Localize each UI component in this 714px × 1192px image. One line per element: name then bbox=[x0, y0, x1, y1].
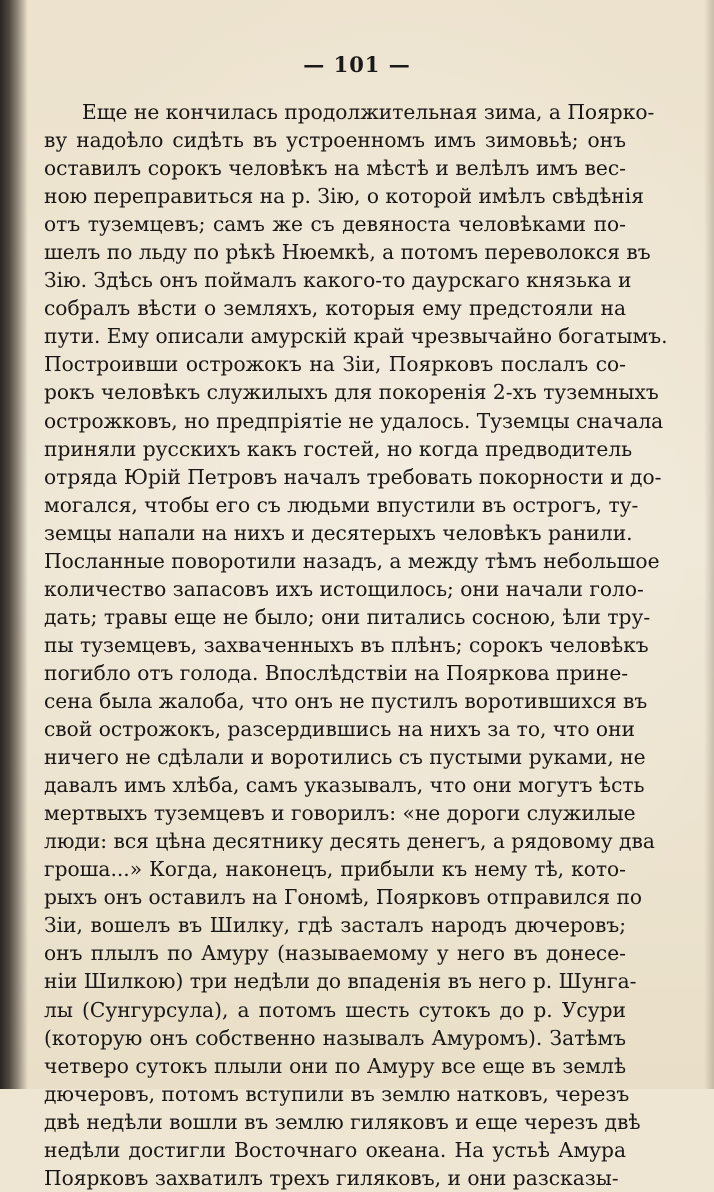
text-line: ніи Шилкою) три недѣли до впаденія въ него р. Шунга- bbox=[44, 969, 637, 994]
text-line: погибло отъ голода. Впослѣдствіи на Пояркова прине- bbox=[44, 660, 629, 685]
text-line: давалъ имъ хлѣба, самъ указывалъ, что они могутъ ѣсть bbox=[44, 773, 645, 798]
text-line: люди: вся цѣна десятнику десять денегъ, а рядовому два bbox=[44, 829, 655, 854]
text-line: ничего не сдѣлали и воротились съ пустыми руками, не bbox=[44, 745, 646, 770]
text-line: отъ туземцевъ; самъ же съ девяноста человѣками по- bbox=[44, 212, 626, 237]
body-text bbox=[44, 98, 668, 1192]
text-line: рыхъ онъ оставилъ на Гономѣ, Поярковъ отправился по bbox=[44, 885, 643, 910]
text-line: Поярковъ захватилъ трехъ гиляковъ, и они разсказы- bbox=[44, 1165, 619, 1190]
text-line: собралъ вѣсти о земляхъ, которыя ему предстояли на bbox=[44, 296, 626, 321]
text-line: гроша...» Когда, наконецъ, прибыли къ нему тѣ, кото- bbox=[44, 857, 626, 882]
text-line: четверо сутокъ плыли они по Амуру все еще въ землѣ bbox=[44, 1053, 626, 1078]
text-line: острожковъ, но предпріятіе не удалось. Туземцы сначала bbox=[44, 408, 664, 433]
text-line: ною переправиться на р. Зію, о которой имѣлъ свѣдѣнія bbox=[44, 184, 644, 209]
text-line: отряда Юрій Петровъ началъ требовать покорности и до- bbox=[44, 464, 662, 489]
text-line: могался, чтобы его съ людьми впустили въ острогъ, ту- bbox=[44, 492, 639, 517]
text-line: приняли русскихъ какъ гостей, но когда предводитель bbox=[44, 436, 633, 461]
binding-shadow bbox=[0, 0, 28, 1089]
text-line: свой острожокъ, разсердившись на нихъ за то, что они bbox=[44, 717, 635, 742]
text-line: оставилъ сорокъ человѣкъ на мѣстѣ и велѣлъ имъ вес- bbox=[44, 156, 626, 181]
text-line: Зію. Здѣсь онъ поймалъ какого-то даурскаго князька и bbox=[44, 268, 632, 293]
text-line: рокъ человѣкъ служилыхъ для покоренія 2-хъ туземныхъ bbox=[44, 380, 659, 405]
text-line: недѣли достигли Восточнаго океана. На устьѣ Амура bbox=[44, 1137, 626, 1162]
text-line: пути. Ему описали амурскій край чрезвычайно богатымъ. bbox=[44, 324, 668, 349]
text-line: Еще не кончилась продолжительная зима, а Поярко- bbox=[82, 100, 655, 124]
text-line: Зіи, вошелъ въ Шилку, гдѣ засталъ народъ дючеровъ; bbox=[44, 913, 626, 938]
text-line: мертвыхъ туземцевъ и говорилъ: «не дороги служилые bbox=[44, 801, 636, 826]
text-line: лы (Сунгурсула), а потомъ шесть сутокъ до р. Усури bbox=[44, 997, 626, 1022]
page-number: — 101 — bbox=[303, 52, 411, 77]
text-line: (которую онъ собственно называлъ Амуромъ). Затѣмъ bbox=[44, 1025, 626, 1050]
text-line: ву надоѣло сидѣть въ устроенномъ имъ зимовьѣ; онъ bbox=[44, 128, 626, 153]
text-line: шелъ по льду по рѣкѣ Нюемкѣ, а потомъ переволокся въ bbox=[44, 240, 651, 265]
text-line: количество запасовъ ихъ истощилось; они начали голо- bbox=[44, 576, 644, 601]
text-line: Построивши острожокъ на Зіи, Поярковъ послалъ со- bbox=[44, 352, 626, 377]
text-line: пы туземцевъ, захваченныхъ въ плѣнъ; сорокъ человѣкъ bbox=[44, 632, 649, 657]
text-line: Посланные поворотили назадъ, а между тѣмъ небольшое bbox=[44, 548, 660, 573]
text-line: земцы напали на нихъ и десятерыхъ человѣкъ ранили. bbox=[44, 520, 633, 545]
page-edge bbox=[704, 0, 714, 1089]
text-line: дать; травы еще не было; они питались сосною, ѣли тру- bbox=[44, 604, 651, 629]
text-line: дючеровъ, потомъ вступили въ землю натковъ, черезъ bbox=[44, 1081, 630, 1106]
text-line: двѣ недѣли вошли въ землю гиляковъ и еще черезъ двѣ bbox=[44, 1109, 641, 1134]
text-line: сена была жалоба, что онъ не пустилъ воротившихся въ bbox=[44, 688, 648, 713]
text-line: онъ плылъ по Амуру (называемому у него въ донесе- bbox=[44, 941, 626, 966]
